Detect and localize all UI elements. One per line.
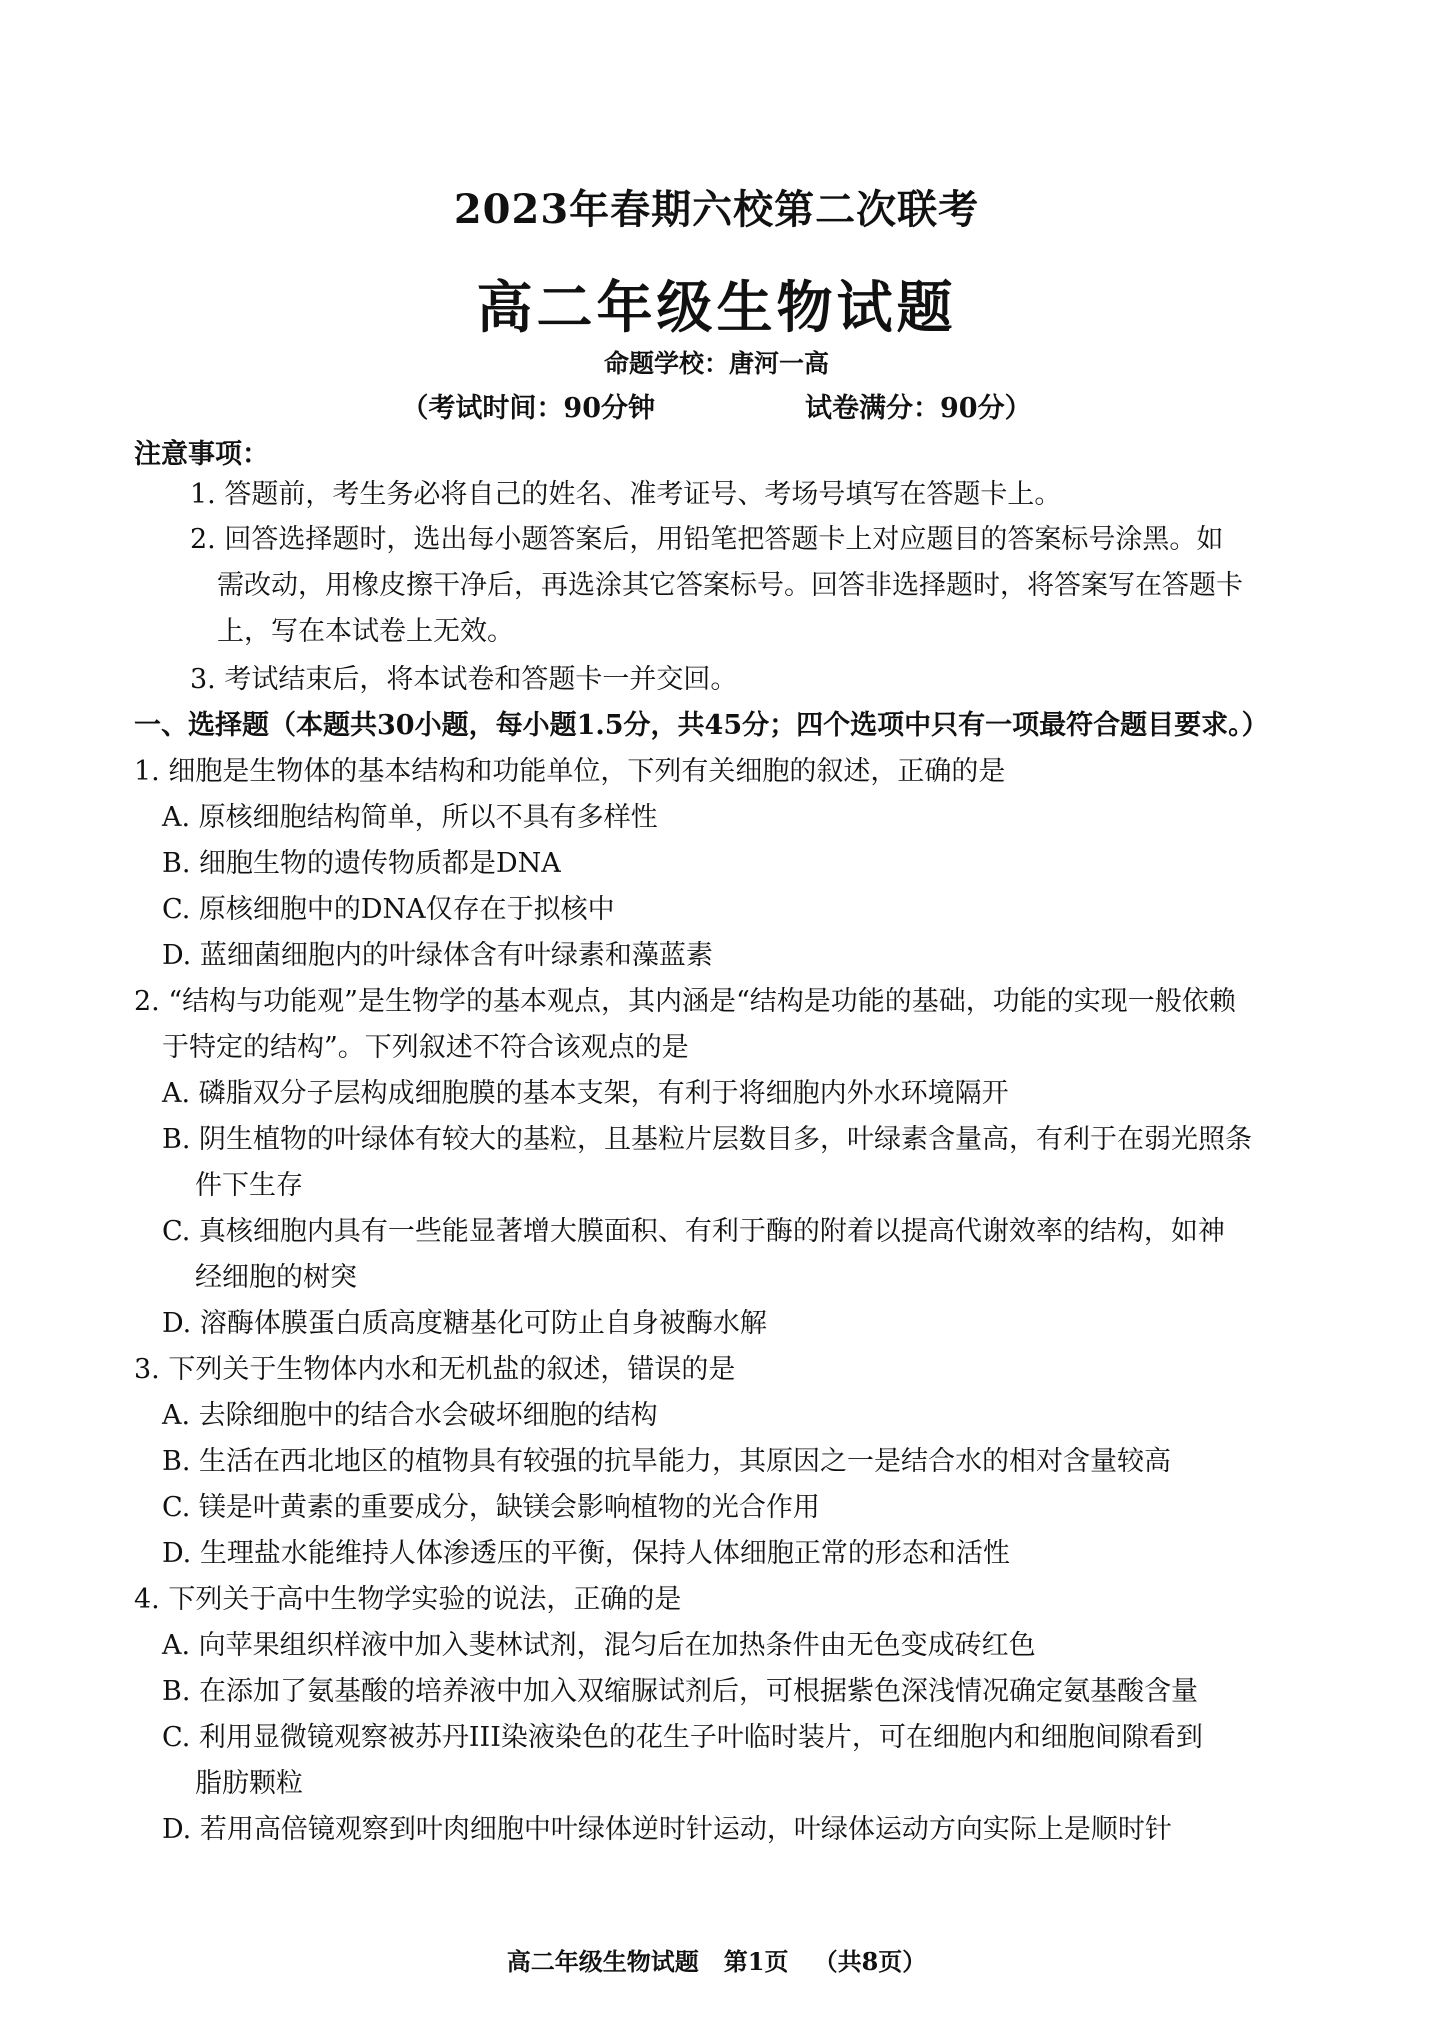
option-a: A. 去除细胞中的结合水会破坏细胞的结构 — [162, 1400, 658, 1431]
exam-info — [0, 386, 1433, 425]
option-c: C. 原核细胞中的DNA仅存在于拟核中 — [162, 894, 615, 925]
option-d: D. 蓝细菌细胞内的叶绿体含有叶绿素和藻蓝素 — [162, 940, 713, 971]
option-d: D. 生理盐水能维持人体渗透压的平衡，保持人体细胞正常的形态和活性 — [162, 1538, 1010, 1569]
option-c-cont: 经细胞的树突 — [195, 1262, 357, 1293]
option-c: C. 镁是叶黄素的重要成分，缺镁会影响植物的光合作用 — [162, 1492, 820, 1523]
option-d: D. 若用高倍镜观察到叶肉细胞中叶绿体逆时针运动，叶绿体运动方向实际上是顺时针 — [162, 1814, 1172, 1845]
option-b: B. 在添加了氨基酸的培养液中加入双缩脲试剂后，可根据紫色深浅情况确定氨基酸含量 — [162, 1676, 1199, 1707]
school-line: 命题学校：唐河一高 — [603, 349, 829, 378]
option-c: C. 真核细胞内具有一些能显著增大膜面积、有利于酶的附着以提高代谢效率的结构，如神 — [162, 1216, 1225, 1247]
notice-item: 2. 回答选择题时，选出每小题答案后，用铅笔把答题卡上对应题目的答案标号涂黑。如 — [190, 524, 1224, 555]
footer-subject: 高二年级生物试题 — [506, 1947, 699, 1976]
option-c: C. 利用显微镜观察被苏丹III染液染色的花生子叶临时装片，可在细胞内和细胞间隙看到 — [162, 1722, 1203, 1753]
exam-title: 2023年春期六校第二次联考 — [453, 186, 980, 233]
question-stem: 4. 下列关于高中生物学实验的说法，正确的是 — [134, 1584, 682, 1615]
option-b: B. 生活在西北地区的植物具有较强的抗旱能力，其原因之一是结合水的相对含量较高 — [162, 1446, 1172, 1477]
notice-item: 3. 考试结束后，将本试卷和答题卡一并交回。 — [190, 664, 738, 695]
question-stem: 3. 下列关于生物体内水和无机盐的叙述，错误的是 — [134, 1354, 736, 1385]
question-stem-cont: 于特定的结构”。下列叙述不符合该观点的是 — [162, 1032, 689, 1063]
subject-title: 高二年级生物试题 — [476, 275, 957, 341]
option-a: A. 向苹果组织样液中加入斐林试剂，混匀后在加热条件由无色变成砖红色 — [162, 1630, 1036, 1661]
option-a: A. 原核细胞结构简单，所以不具有多样性 — [162, 802, 658, 833]
exam-score: 试卷满分：90分） — [805, 393, 1032, 424]
option-c-cont: 脂肪颗粒 — [195, 1768, 303, 1799]
notice-heading: 注意事项： — [134, 439, 269, 470]
section-heading: 一、选择题（本题共30小题，每小题1.5分，共45分；四个选项中只有一项最符合题目要求。） — [134, 710, 1269, 741]
option-b-cont: 件下生存 — [195, 1170, 303, 1201]
option-a: A. 磷脂双分子层构成细胞膜的基本支架，有利于将细胞内外水环境隔开 — [162, 1078, 1009, 1109]
option-d: D. 溶酶体膜蛋白质高度糖基化可防止自身被酶水解 — [162, 1308, 767, 1339]
page-footer — [0, 1942, 1433, 1977]
exam-time: （考试时间：90分钟 — [401, 393, 655, 424]
footer-page: 第1页 — [723, 1947, 789, 1976]
footer-total: （共8页） — [813, 1947, 927, 1976]
question-stem: 2. “结构与功能观”是生物学的基本观点，其内涵是“结构是功能的基础，功能的实现一般依赖 — [134, 986, 1236, 1017]
notice-item: 1. 答题前，考生务必将自己的姓名、准考证号、考场号填写在答题卡上。 — [190, 479, 1062, 510]
notice-item: 上，写在本试卷上无效。 — [217, 616, 514, 647]
option-b: B. 阴生植物的叶绿体有较大的基粒，且基粒片层数目多，叶绿素含量高，有利于在弱光照条 — [162, 1124, 1253, 1155]
question-stem: 1. 细胞是生物体的基本结构和功能单位，下列有关细胞的叙述，正确的是 — [134, 756, 1006, 787]
option-b: B. 细胞生物的遗传物质都是DNA — [162, 848, 561, 879]
notice-item: 需改动，用橡皮擦干净后，再选涂其它答案标号。回答非选择题时，将答案写在答题卡 — [217, 570, 1243, 601]
